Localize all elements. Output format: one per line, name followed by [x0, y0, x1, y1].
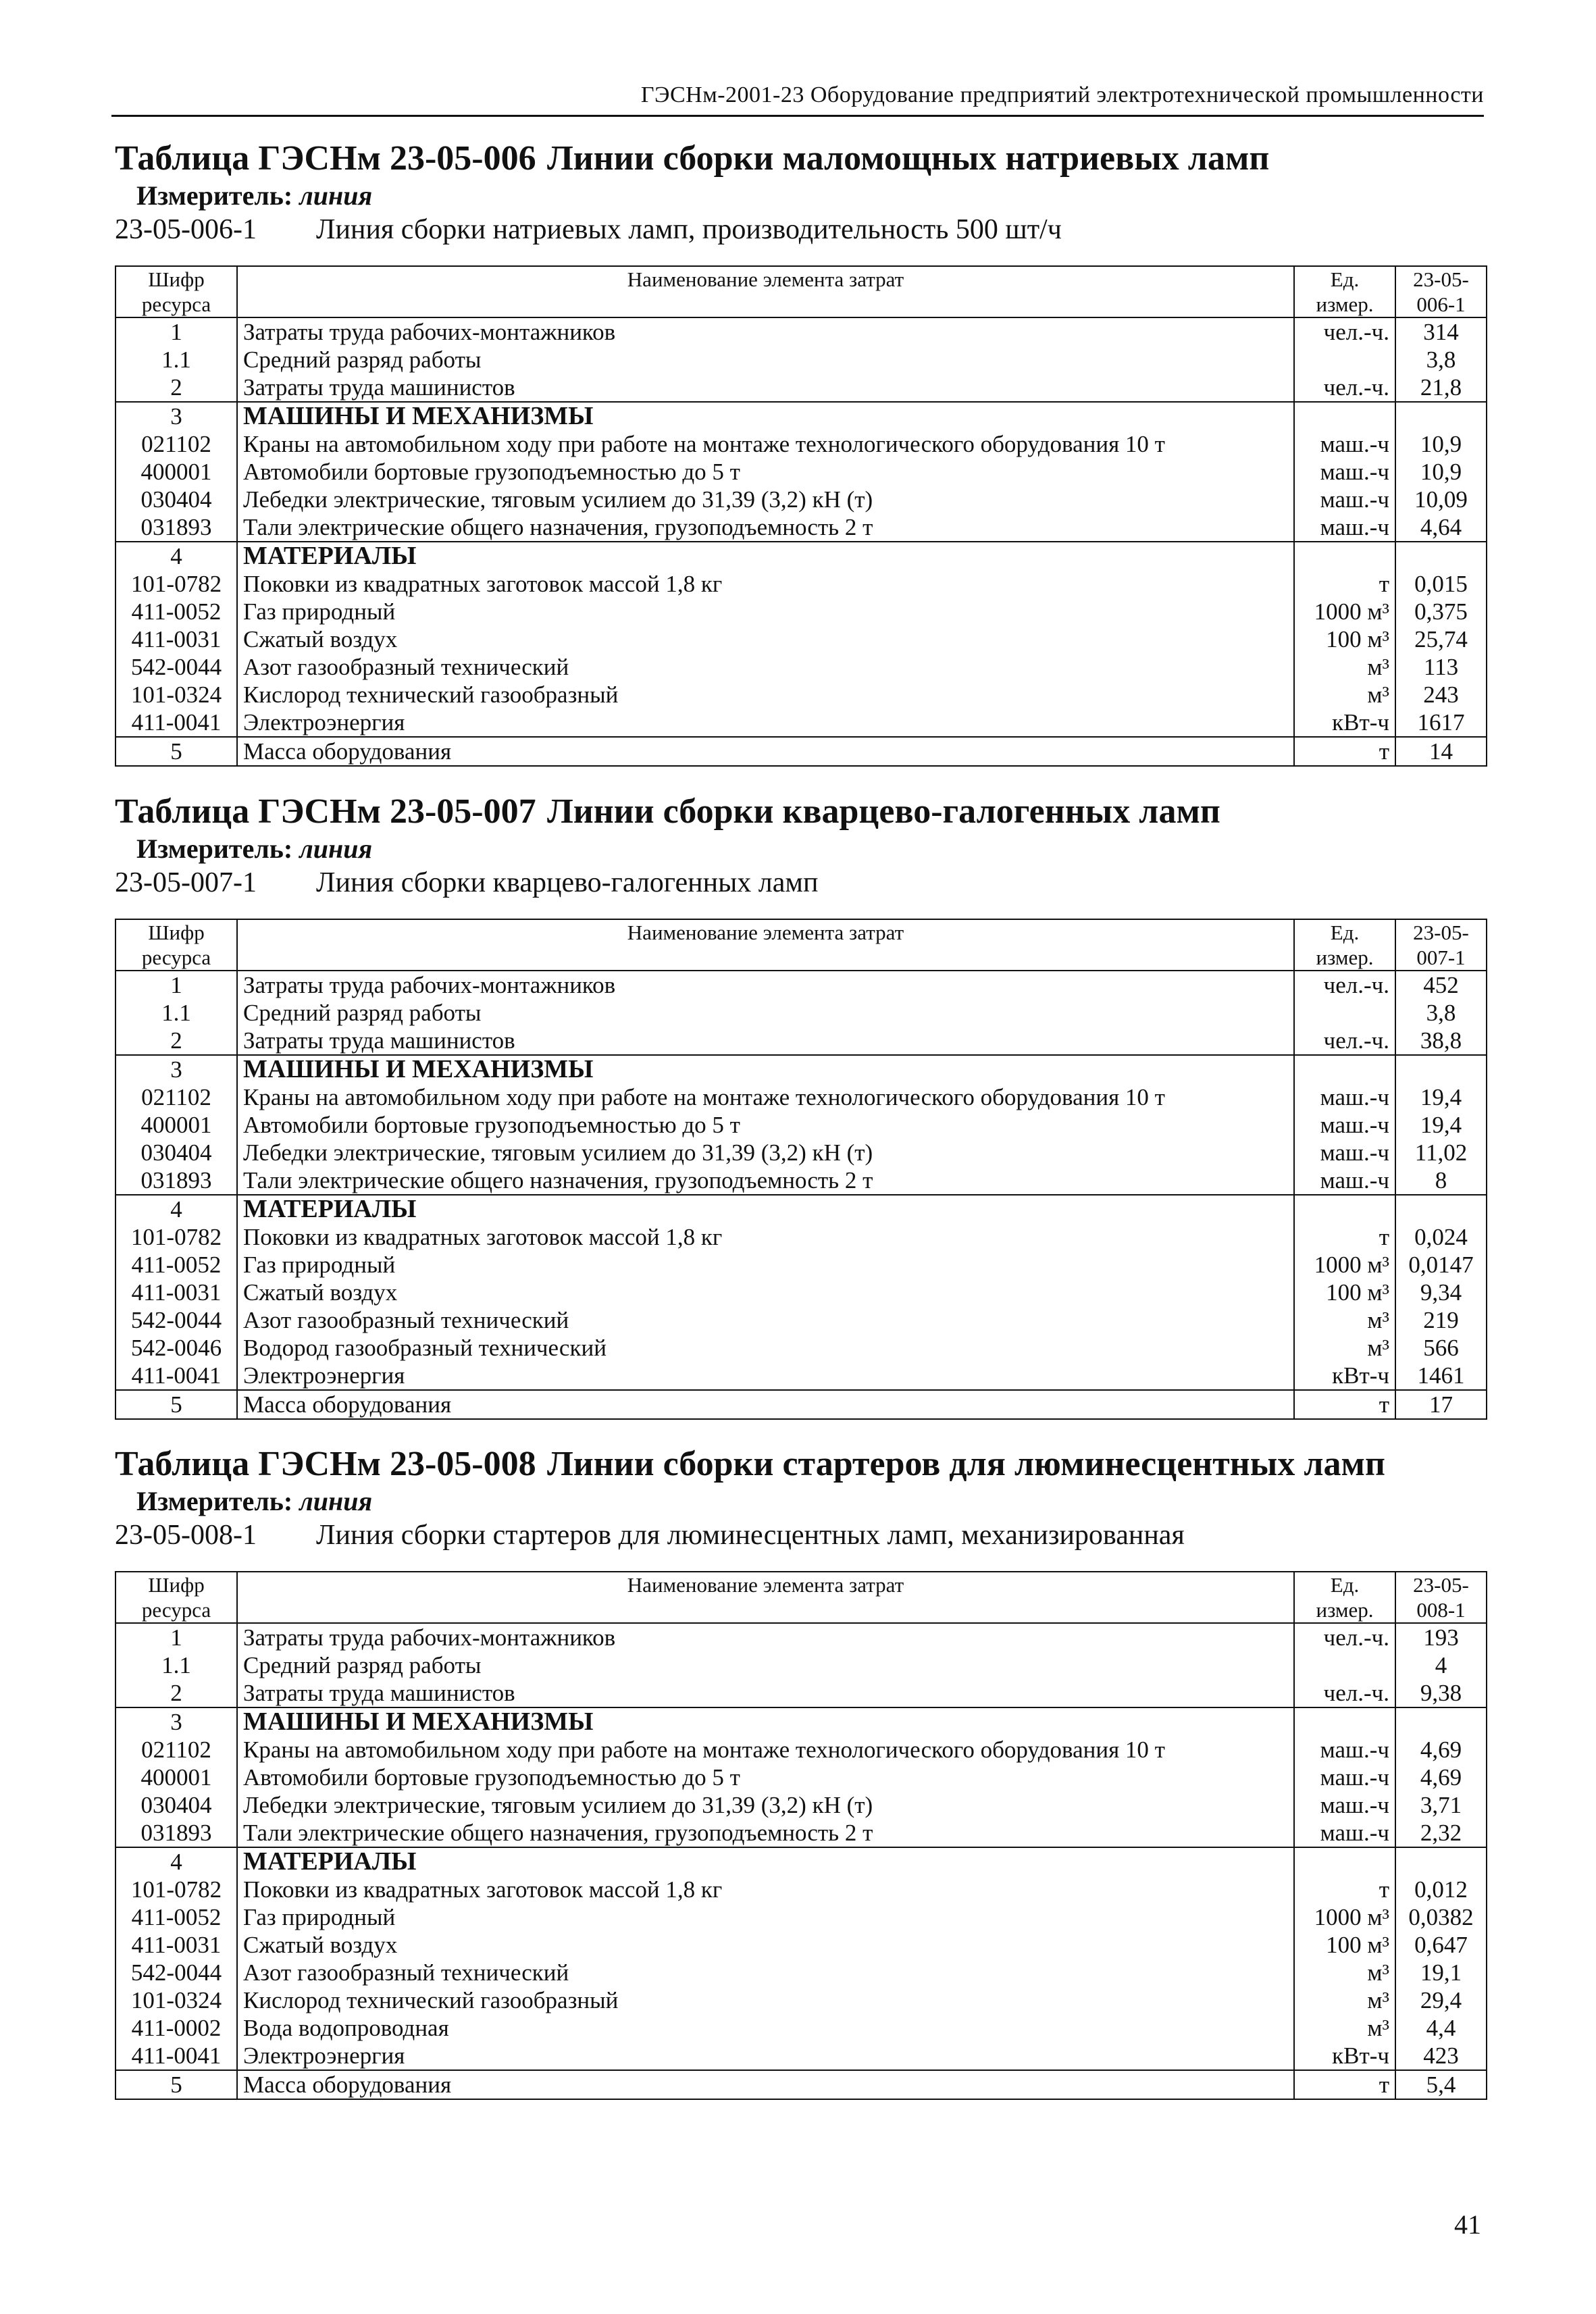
- cell-unit: 100 м³: [1294, 1931, 1395, 1959]
- cell-name: Автомобили бортовые грузоподъемностью до 5 т: [237, 1764, 1294, 1791]
- cell-code: 031893: [115, 1166, 237, 1195]
- cell-value: [1395, 542, 1487, 570]
- cell-name: Водород газообразный технический: [237, 1334, 1294, 1362]
- cell-value: 0,024: [1395, 1223, 1487, 1251]
- col-header-name: Наименование элемента затрат: [237, 1572, 1294, 1623]
- cell-code: 2: [115, 1027, 237, 1055]
- table-row: [115, 2070, 1487, 2099]
- cell-value: 8: [1395, 1166, 1487, 1195]
- cell-unit: [1294, 1707, 1395, 1736]
- col-header-value: 23-05-006-1: [1395, 266, 1487, 317]
- cell-code: 4: [115, 542, 237, 570]
- cell-name: МАТЕРИАЛЫ: [237, 542, 1294, 570]
- cell-unit: маш.-ч: [1294, 1736, 1395, 1764]
- table-row: [115, 625, 1487, 653]
- cell-unit: [1294, 1195, 1395, 1223]
- norm-name: Линия сборки кварцево-галогенных ламп: [316, 867, 819, 898]
- cell-unit: чел.-ч.: [1294, 317, 1395, 346]
- table-row: [115, 1139, 1487, 1166]
- col-header-code: Шифр ресурса: [115, 1572, 237, 1623]
- cell-unit: кВт-ч: [1294, 709, 1395, 737]
- table-row: [115, 570, 1487, 598]
- cell-name: Тали электрические общего назначения, грузоподъемность 2 т: [237, 1819, 1294, 1847]
- col-header-value: 23-05-007-1: [1395, 919, 1487, 971]
- cell-value: 4,64: [1395, 513, 1487, 542]
- cell-code: 411-0052: [115, 1251, 237, 1279]
- cell-name: МАТЕРИАЛЫ: [237, 1195, 1294, 1223]
- cell-name: Средний разряд работы: [237, 1651, 1294, 1679]
- cell-name: Затраты труда рабочих-монтажников: [237, 1623, 1294, 1651]
- table-row: [115, 1986, 1487, 2014]
- cell-name: Автомобили бортовые грузоподъемностью до 5 т: [237, 1111, 1294, 1139]
- cell-unit: м³: [1294, 1306, 1395, 1334]
- cell-name: Азот газообразный технический: [237, 1306, 1294, 1334]
- cell-name: Затраты труда рабочих-монтажников: [237, 971, 1294, 999]
- cell-code: 031893: [115, 513, 237, 542]
- cell-value: 5,4: [1395, 2070, 1487, 2099]
- cell-unit: 100 м³: [1294, 625, 1395, 653]
- cell-name: Вода водопроводная: [237, 2014, 1294, 2042]
- table-row: [115, 1959, 1487, 1986]
- cell-unit: т: [1294, 1390, 1395, 1419]
- cell-unit: м³: [1294, 681, 1395, 709]
- table-row: [115, 1055, 1487, 1083]
- cell-unit: [1294, 402, 1395, 430]
- cell-code: 1.1: [115, 346, 237, 374]
- table-row: [115, 1390, 1487, 1419]
- cell-code: 5: [115, 2070, 237, 2099]
- cell-code: 542-0044: [115, 1306, 237, 1334]
- table-number: Таблица ГЭСНм 23-05-008: [115, 1445, 536, 1483]
- table-row: [115, 1111, 1487, 1139]
- cell-value: 9,34: [1395, 1279, 1487, 1306]
- page-number: 41: [1454, 2209, 1481, 2240]
- cell-code: 2: [115, 374, 237, 402]
- cell-name: МАТЕРИАЛЫ: [237, 1847, 1294, 1876]
- cell-value: 4,69: [1395, 1736, 1487, 1764]
- cell-value: 19,4: [1395, 1083, 1487, 1111]
- cell-value: [1395, 1847, 1487, 1876]
- table-row: [115, 1166, 1487, 1195]
- table-row: [115, 1764, 1487, 1791]
- cell-value: 1461: [1395, 1362, 1487, 1390]
- measure-value: линия: [299, 180, 373, 211]
- cell-name: Масса оборудования: [237, 1390, 1294, 1419]
- cell-code: 030404: [115, 486, 237, 513]
- cell-value: 0,375: [1395, 598, 1487, 625]
- cell-value: 1617: [1395, 709, 1487, 737]
- cell-value: 29,4: [1395, 1986, 1487, 2014]
- cell-code: 411-0052: [115, 598, 237, 625]
- cell-value: 0,647: [1395, 1931, 1487, 1959]
- cell-unit: м³: [1294, 1334, 1395, 1362]
- cell-name: Азот газообразный технический: [237, 1959, 1294, 1986]
- norm-table: [115, 265, 1487, 767]
- cell-name: Газ природный: [237, 1903, 1294, 1931]
- table-row: [115, 1819, 1487, 1847]
- cell-value: 3,71: [1395, 1791, 1487, 1819]
- table-section-23-05-007: [115, 792, 1486, 1420]
- cell-name: Сжатый воздух: [237, 625, 1294, 653]
- table-row: [115, 1736, 1487, 1764]
- cell-code: 101-0782: [115, 1876, 237, 1903]
- table-row: [115, 1931, 1487, 1959]
- cell-value: 452: [1395, 971, 1487, 999]
- cell-name: Поковки из квадратных заготовок массой 1,8 кг: [237, 1876, 1294, 1903]
- table-row: [115, 971, 1487, 999]
- cell-code: 3: [115, 1055, 237, 1083]
- table-row: [115, 1791, 1487, 1819]
- table-row: [115, 1251, 1487, 1279]
- col-header-unit: Ед. измер.: [1294, 919, 1395, 971]
- table-row: [115, 317, 1487, 346]
- table-row: [115, 1362, 1487, 1390]
- cell-value: 21,8: [1395, 374, 1487, 402]
- table-row: [115, 681, 1487, 709]
- cell-unit: [1294, 1847, 1395, 1876]
- col-header-code: Шифр ресурса: [115, 919, 237, 971]
- cell-value: 4,69: [1395, 1764, 1487, 1791]
- cell-unit: маш.-ч: [1294, 513, 1395, 542]
- cell-name: Поковки из квадратных заготовок массой 1,8 кг: [237, 1223, 1294, 1251]
- cell-name: Тали электрические общего назначения, грузоподъемность 2 т: [237, 1166, 1294, 1195]
- table-row: [115, 1279, 1487, 1306]
- cell-code: 411-0031: [115, 1931, 237, 1959]
- cell-code: 1: [115, 317, 237, 346]
- cell-code: 542-0044: [115, 1959, 237, 1986]
- cell-value: [1395, 1195, 1487, 1223]
- table-header-row: [115, 266, 1487, 317]
- cell-unit: м³: [1294, 1959, 1395, 1986]
- cell-unit: маш.-ч: [1294, 1819, 1395, 1847]
- cell-code: 5: [115, 1390, 237, 1419]
- cell-code: 1.1: [115, 999, 237, 1027]
- cell-name: МАШИНЫ И МЕХАНИЗМЫ: [237, 402, 1294, 430]
- col-header-code: Шифр ресурса: [115, 266, 237, 317]
- cell-unit: 1000 м³: [1294, 598, 1395, 625]
- cell-value: 193: [1395, 1623, 1487, 1651]
- table-row: [115, 1903, 1487, 1931]
- cell-code: 5: [115, 737, 237, 766]
- table-header-row: [115, 919, 1487, 971]
- col-header-name: Наименование элемента затрат: [237, 266, 1294, 317]
- cell-name: Затраты труда машинистов: [237, 374, 1294, 402]
- cell-code: 4: [115, 1195, 237, 1223]
- cell-code: 021102: [115, 1736, 237, 1764]
- table-number: Таблица ГЭСНм 23-05-007: [115, 792, 536, 831]
- cell-code: 4: [115, 1847, 237, 1876]
- norm-name: Линия сборки натриевых ламп, производительность 500 шт/ч: [316, 214, 1062, 245]
- norm-subtitle: [115, 866, 1486, 900]
- cell-value: 14: [1395, 737, 1487, 766]
- cell-code: 021102: [115, 430, 237, 458]
- cell-name: Электроэнергия: [237, 709, 1294, 737]
- cell-value: 3,8: [1395, 999, 1487, 1027]
- cell-unit: маш.-ч: [1294, 486, 1395, 513]
- table-row: [115, 346, 1487, 374]
- cell-code: 101-0324: [115, 1986, 237, 2014]
- cell-unit: [1294, 1055, 1395, 1083]
- cell-unit: маш.-ч: [1294, 1083, 1395, 1111]
- cell-value: [1395, 1707, 1487, 1736]
- table-row: [115, 2014, 1487, 2042]
- col-header-name: Наименование элемента затрат: [237, 919, 1294, 971]
- table-title: Линии сборки стартеров для люминесцентных ламп: [547, 1445, 1385, 1483]
- table-row: [115, 1679, 1487, 1707]
- cell-name: Поковки из квадратных заготовок массой 1,8 кг: [237, 570, 1294, 598]
- cell-value: 219: [1395, 1306, 1487, 1334]
- cell-name: Электроэнергия: [237, 1362, 1294, 1390]
- cell-name: Средний разряд работы: [237, 999, 1294, 1027]
- cell-value: 0,015: [1395, 570, 1487, 598]
- cell-code: 030404: [115, 1791, 237, 1819]
- cell-code: 411-0052: [115, 1903, 237, 1931]
- cell-unit: 1000 м³: [1294, 1251, 1395, 1279]
- measure-line: [136, 1485, 1486, 1518]
- cell-value: 19,4: [1395, 1111, 1487, 1139]
- cell-code: 1.1: [115, 1651, 237, 1679]
- measure-label: Измеритель:: [136, 833, 293, 864]
- cell-code: 411-0002: [115, 2014, 237, 2042]
- cell-code: 101-0782: [115, 1223, 237, 1251]
- norm-code: 23-05-007-1: [115, 867, 257, 898]
- measure-label: Измеритель:: [136, 180, 293, 211]
- cell-name: Затраты труда машинистов: [237, 1027, 1294, 1055]
- cell-name: Сжатый воздух: [237, 1279, 1294, 1306]
- norm-name: Линия сборки стартеров для люминесцентных ламп, механизированная: [316, 1520, 1185, 1551]
- cell-name: Масса оборудования: [237, 737, 1294, 766]
- cell-unit: чел.-ч.: [1294, 374, 1395, 402]
- cell-value: 10,9: [1395, 430, 1487, 458]
- measure-value: линия: [299, 1486, 373, 1516]
- cell-code: 021102: [115, 1083, 237, 1111]
- cell-code: 411-0041: [115, 1362, 237, 1390]
- cell-value: [1395, 1055, 1487, 1083]
- norm-table: [115, 919, 1487, 1420]
- cell-value: 423: [1395, 2042, 1487, 2070]
- cell-value: 314: [1395, 317, 1487, 346]
- cell-name: Средний разряд работы: [237, 346, 1294, 374]
- cell-unit: кВт-ч: [1294, 2042, 1395, 2070]
- cell-value: 9,38: [1395, 1679, 1487, 1707]
- table-row: [115, 542, 1487, 570]
- cell-unit: м³: [1294, 653, 1395, 681]
- table-row: [115, 486, 1487, 513]
- norm-code: 23-05-008-1: [115, 1520, 257, 1551]
- cell-value: 38,8: [1395, 1027, 1487, 1055]
- table-section-23-05-006: [115, 138, 1486, 767]
- cell-code: 031893: [115, 1819, 237, 1847]
- cell-value: 0,0147: [1395, 1251, 1487, 1279]
- table-row: [115, 737, 1487, 766]
- table-row: [115, 430, 1487, 458]
- col-header-unit: Ед. измер.: [1294, 266, 1395, 317]
- cell-code: 3: [115, 402, 237, 430]
- cell-unit: маш.-ч: [1294, 430, 1395, 458]
- cell-code: 411-0031: [115, 1279, 237, 1306]
- table-section-23-05-008: [115, 1444, 1486, 2100]
- cell-unit: 1000 м³: [1294, 1903, 1395, 1931]
- cell-code: 1: [115, 971, 237, 999]
- cell-name: Кислород технический газообразный: [237, 681, 1294, 709]
- cell-code: 3: [115, 1707, 237, 1736]
- cell-name: МАШИНЫ И МЕХАНИЗМЫ: [237, 1707, 1294, 1736]
- table-row: [115, 1306, 1487, 1334]
- cell-name: Краны на автомобильном ходу при работе на монтаже технологического оборудования 10 т: [237, 1736, 1294, 1764]
- table-row: [115, 1083, 1487, 1111]
- table-title: Линии сборки кварцево-галогенных ламп: [547, 792, 1220, 831]
- cell-unit: [1294, 542, 1395, 570]
- cell-name: Кислород технический газообразный: [237, 1986, 1294, 2014]
- table-row: [115, 1334, 1487, 1362]
- cell-unit: 100 м³: [1294, 1279, 1395, 1306]
- cell-unit: м³: [1294, 1986, 1395, 2014]
- cell-code: 030404: [115, 1139, 237, 1166]
- cell-value: 3,8: [1395, 346, 1487, 374]
- col-header-unit: Ед. измер.: [1294, 1572, 1395, 1623]
- table-row: [115, 1876, 1487, 1903]
- cell-unit: маш.-ч: [1294, 1166, 1395, 1195]
- table-row: [115, 458, 1487, 486]
- table-row: [115, 999, 1487, 1027]
- cell-unit: маш.-ч: [1294, 1791, 1395, 1819]
- measure-label: Измеритель:: [136, 1486, 293, 1516]
- table-row: [115, 653, 1487, 681]
- cell-value: 10,09: [1395, 486, 1487, 513]
- cell-value: 4: [1395, 1651, 1487, 1679]
- norm-code: 23-05-006-1: [115, 214, 257, 245]
- norm-table: [115, 1571, 1487, 2100]
- cell-value: 4,4: [1395, 2014, 1487, 2042]
- cell-code: 542-0046: [115, 1334, 237, 1362]
- cell-name: Сжатый воздух: [237, 1931, 1294, 1959]
- cell-name: Азот газообразный технический: [237, 653, 1294, 681]
- cell-value: 566: [1395, 1334, 1487, 1362]
- cell-unit: [1294, 1651, 1395, 1679]
- cell-value: [1395, 402, 1487, 430]
- cell-code: 101-0782: [115, 570, 237, 598]
- cell-name: Газ природный: [237, 598, 1294, 625]
- cell-code: 400001: [115, 1111, 237, 1139]
- cell-code: 400001: [115, 1764, 237, 1791]
- section-title: [115, 1444, 1486, 1485]
- measure-value: линия: [299, 833, 373, 864]
- table-row: [115, 1027, 1487, 1055]
- table-row: [115, 1707, 1487, 1736]
- section-title: [115, 792, 1486, 832]
- table-row: [115, 2042, 1487, 2070]
- table-row: [115, 598, 1487, 625]
- cell-code: 411-0041: [115, 2042, 237, 2070]
- page-header: ГЭСНм-2001-23 Оборудование предприятий электротехнической промышленности: [111, 82, 1484, 117]
- table-row: [115, 402, 1487, 430]
- cell-value: 2,32: [1395, 1819, 1487, 1847]
- measure-line: [136, 832, 1486, 866]
- cell-name: Тали электрические общего назначения, грузоподъемность 2 т: [237, 513, 1294, 542]
- cell-unit: чел.-ч.: [1294, 1679, 1395, 1707]
- cell-value: 0,012: [1395, 1876, 1487, 1903]
- norm-subtitle: [115, 213, 1486, 247]
- cell-value: 25,74: [1395, 625, 1487, 653]
- cell-unit: кВт-ч: [1294, 1362, 1395, 1390]
- cell-name: Затраты труда машинистов: [237, 1679, 1294, 1707]
- cell-unit: т: [1294, 2070, 1395, 2099]
- cell-name: Краны на автомобильном ходу при работе на монтаже технологического оборудования 10 т: [237, 1083, 1294, 1111]
- cell-unit: т: [1294, 1223, 1395, 1251]
- table-header-row: [115, 1572, 1487, 1623]
- cell-code: 411-0031: [115, 625, 237, 653]
- cell-name: Масса оборудования: [237, 2070, 1294, 2099]
- cell-unit: т: [1294, 1876, 1395, 1903]
- cell-code: 101-0324: [115, 681, 237, 709]
- cell-code: 2: [115, 1679, 237, 1707]
- cell-unit: м³: [1294, 2014, 1395, 2042]
- cell-code: 1: [115, 1623, 237, 1651]
- cell-value: 17: [1395, 1390, 1487, 1419]
- cell-value: 10,9: [1395, 458, 1487, 486]
- cell-name: МАШИНЫ И МЕХАНИЗМЫ: [237, 1055, 1294, 1083]
- table-row: [115, 374, 1487, 402]
- measure-line: [136, 179, 1486, 213]
- cell-name: Затраты труда рабочих-монтажников: [237, 317, 1294, 346]
- table-row: [115, 709, 1487, 737]
- cell-name: Лебедки электрические, тяговым усилием до 31,39 (3,2) кН (т): [237, 1791, 1294, 1819]
- cell-value: 11,02: [1395, 1139, 1487, 1166]
- cell-unit: маш.-ч: [1294, 1764, 1395, 1791]
- cell-value: 243: [1395, 681, 1487, 709]
- cell-name: Автомобили бортовые грузоподъемностью до 5 т: [237, 458, 1294, 486]
- cell-name: Лебедки электрические, тяговым усилием до 31,39 (3,2) кН (т): [237, 486, 1294, 513]
- cell-unit: маш.-ч: [1294, 458, 1395, 486]
- cell-unit: чел.-ч.: [1294, 971, 1395, 999]
- table-row: [115, 1223, 1487, 1251]
- cell-name: Краны на автомобильном ходу при работе на монтаже технологического оборудования 10 т: [237, 430, 1294, 458]
- table-number: Таблица ГЭСНм 23-05-006: [115, 139, 536, 178]
- table-row: [115, 1651, 1487, 1679]
- cell-unit: т: [1294, 570, 1395, 598]
- cell-name: Электроэнергия: [237, 2042, 1294, 2070]
- cell-code: 411-0041: [115, 709, 237, 737]
- cell-unit: маш.-ч: [1294, 1139, 1395, 1166]
- table-row: [115, 1623, 1487, 1651]
- cell-name: Лебедки электрические, тяговым усилием до 31,39 (3,2) кН (т): [237, 1139, 1294, 1166]
- cell-unit: чел.-ч.: [1294, 1027, 1395, 1055]
- cell-name: Газ природный: [237, 1251, 1294, 1279]
- cell-code: 400001: [115, 458, 237, 486]
- col-header-value: 23-05-008-1: [1395, 1572, 1487, 1623]
- cell-value: 19,1: [1395, 1959, 1487, 1986]
- cell-unit: [1294, 346, 1395, 374]
- cell-code: 542-0044: [115, 653, 237, 681]
- table-row: [115, 1847, 1487, 1876]
- table-title: Линии сборки маломощных натриевых ламп: [547, 139, 1270, 178]
- cell-unit: т: [1294, 737, 1395, 766]
- cell-value: 113: [1395, 653, 1487, 681]
- table-row: [115, 1195, 1487, 1223]
- cell-unit: чел.-ч.: [1294, 1623, 1395, 1651]
- cell-unit: [1294, 999, 1395, 1027]
- cell-value: 0,0382: [1395, 1903, 1487, 1931]
- table-row: [115, 513, 1487, 542]
- cell-unit: маш.-ч: [1294, 1111, 1395, 1139]
- norm-subtitle: [115, 1518, 1486, 1552]
- section-title: [115, 138, 1486, 179]
